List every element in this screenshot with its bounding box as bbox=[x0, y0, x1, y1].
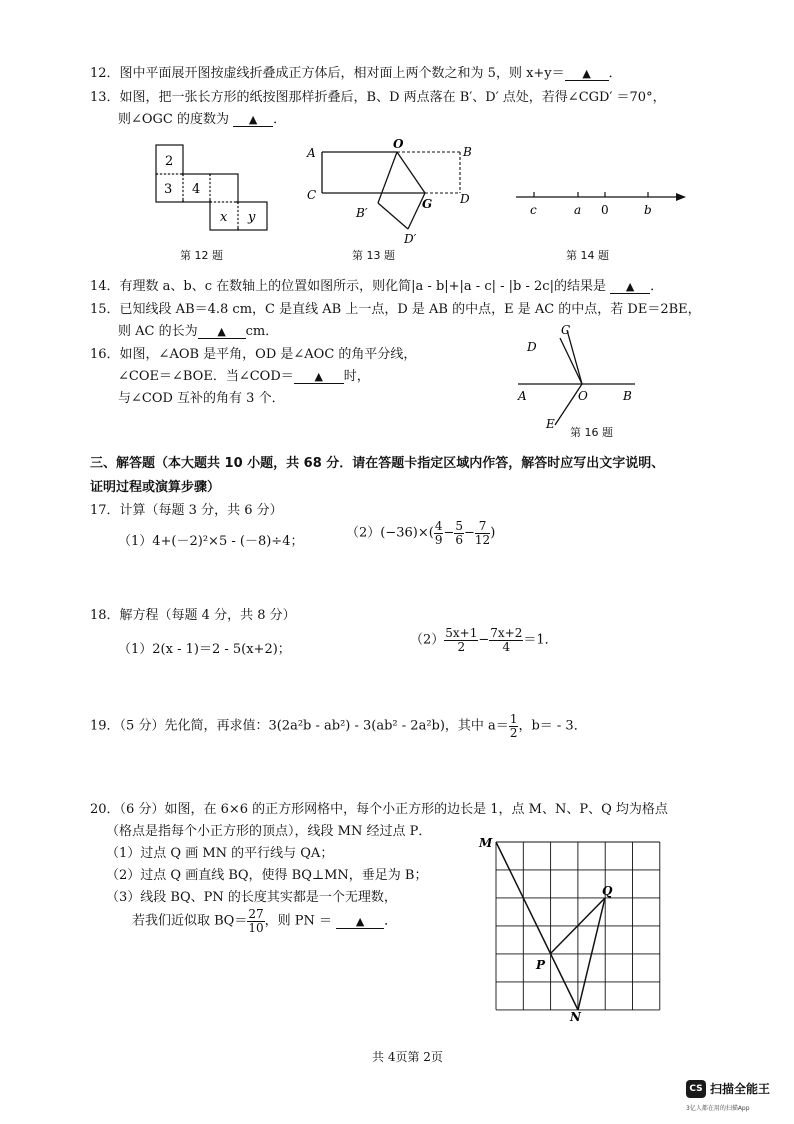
question-17-part2: （2）(−36)×( $\frac{4}{9}$ − $\frac{5}{6}$ − $\frac{7}{12}$ ) bbox=[346, 519, 496, 547]
answer-blank: ▲ bbox=[610, 280, 650, 294]
net-label: 3 bbox=[164, 182, 173, 197]
question-13: 13．如图，把一张长方形的纸按图那样折叠后，B、D 两点落在 B′、D′ 点处，若得∠CGD′ ＝70°， bbox=[90, 90, 666, 105]
question-14: 14．有理数 a、b、c 在数轴上的位置如图所示，则化简|a - b|+|a - c| - |b - 2c|的结果是 ▲ ． bbox=[90, 279, 664, 294]
grid-figure bbox=[476, 832, 661, 1022]
question-13-line2: 则∠OGC 的度数为 ▲ ． bbox=[118, 112, 287, 127]
axis-label: b bbox=[644, 203, 652, 217]
point-label: M bbox=[479, 836, 493, 850]
net-cell-right bbox=[210, 174, 238, 202]
figure-caption-12: 第 12 题 bbox=[180, 249, 223, 262]
section-heading: 三、解答题（本大题共 10 小题，共 68 分．请在答题卡指定区域内作答，解答时应写出文字说明、 bbox=[90, 456, 665, 471]
question-16-line2: ∠COE＝∠BOE．当∠COD＝ ▲ 时， bbox=[118, 369, 370, 384]
question-16: 16．如图，∠AOB 是平角，OD 是∠AOC 的角平分线， bbox=[90, 347, 417, 362]
point-label: E bbox=[546, 417, 555, 431]
figure-caption-16: 第 16 题 bbox=[570, 426, 613, 439]
point-label: C bbox=[307, 188, 317, 202]
question-19: 19．（5 分）先化简，再求值：3(2a²b - ab²) - 3(ab² - 2a²b)，其中 a＝ $\frac{1}{2}$ ，b＝ - 3． bbox=[90, 712, 587, 740]
point-label: C bbox=[561, 323, 571, 337]
point-label: O bbox=[578, 389, 588, 403]
point-label: B bbox=[623, 389, 632, 403]
axis-label: a bbox=[574, 203, 582, 217]
figure-caption-13: 第 13 题 bbox=[352, 249, 395, 262]
net-label: 4 bbox=[192, 182, 201, 197]
point-label: D bbox=[460, 192, 470, 206]
cube-net-figure bbox=[150, 140, 275, 235]
axis-label: 0 bbox=[601, 203, 609, 217]
answer-blank: ▲ bbox=[294, 370, 344, 384]
figure-caption-14: 第 14 题 bbox=[566, 249, 609, 262]
angle-figure bbox=[510, 320, 640, 435]
point-label: B′ bbox=[356, 206, 368, 220]
scanner-tagline: 3亿人都在用的扫描App bbox=[686, 1105, 750, 1112]
axis-label: c bbox=[530, 203, 537, 217]
point-label: Q bbox=[602, 884, 613, 898]
folded-paper-figure bbox=[300, 135, 485, 250]
scanner-logo-icon: CS bbox=[686, 1080, 706, 1098]
point-label: O bbox=[393, 137, 404, 151]
point-label: G bbox=[422, 197, 433, 211]
point-label: B bbox=[463, 145, 472, 159]
question-15: 15．已知线段 AB＝4.8 cm，C 是直线 AB 上一点，D 是 AB 的中点，E 是 AC 的中点，若 DE＝2BE， bbox=[90, 302, 701, 317]
point-label: A bbox=[518, 389, 527, 403]
answer-blank: ▲ bbox=[336, 915, 384, 929]
net-label: x bbox=[220, 210, 228, 225]
question-20-step2: （2）过点 Q 画直线 BQ，使得 BQ⊥MN，垂足为 B； bbox=[106, 868, 428, 883]
question-18-part2: （2） $\frac{5x+1}{2}$ − $\frac{7x+2}{4}$ ＝1． bbox=[410, 626, 558, 654]
answer-blank: ▲ bbox=[198, 325, 246, 339]
question-20-step4: 若我们近似取 BQ＝ $\frac{27}{10}$ ，则 PN ＝ ▲ ． bbox=[132, 907, 398, 935]
number-line-figure bbox=[510, 185, 690, 225]
question-20-line2: （格点是指每个小正方形的顶点），线段 MN 经过点 P． bbox=[106, 824, 432, 839]
scanner-app-name: 扫描全能王 bbox=[710, 1082, 771, 1096]
question-17: 17．计算（每题 3 分，共 6 分） bbox=[90, 503, 283, 518]
point-label: D bbox=[527, 340, 537, 354]
question-18: 18．解方程（每题 4 分，共 8 分） bbox=[90, 608, 296, 623]
question-20-step3: （3）线段 BQ、PN 的长度其实都是一个无理数， bbox=[106, 890, 397, 905]
question-18-part1: （1）2(x - 1)＝2 - 5(x+2)； bbox=[118, 642, 291, 657]
point-label: N bbox=[570, 1010, 581, 1022]
question-17-part1: （1）4+(－2)²×5 - (－8)÷4； bbox=[118, 534, 304, 549]
section-heading-line2: 证明过程或演算步骤） bbox=[90, 480, 221, 495]
page-footer: 共 4页第 2页 bbox=[372, 1050, 443, 1064]
question-20: 20．（6 分）如图，在 6×6 的正方形网格中，每个小正方形的边长是 1，点 M、N、P、Q 均为格点 bbox=[90, 802, 668, 817]
answer-blank: ▲ bbox=[565, 67, 609, 81]
question-16-line3: 与∠COD 互补的角有 3 个． bbox=[118, 391, 285, 406]
question-12: 12．图中平面展开图按虚线折叠成正方体后，相对面上两个数之和为 5，则 x+y＝ ▲ ． bbox=[90, 66, 622, 81]
question-15-line2: 则 AC 的长为 ▲ cm． bbox=[118, 324, 279, 339]
point-label: A bbox=[307, 146, 316, 160]
net-label: y bbox=[248, 210, 256, 225]
answer-blank: ▲ bbox=[233, 113, 273, 127]
net-label: 2 bbox=[165, 154, 174, 169]
point-label: D′ bbox=[404, 232, 417, 246]
point-label: P bbox=[536, 958, 546, 972]
question-20-step1: （1）过点 Q 画 MN 的平行线与 QA； bbox=[106, 846, 334, 861]
